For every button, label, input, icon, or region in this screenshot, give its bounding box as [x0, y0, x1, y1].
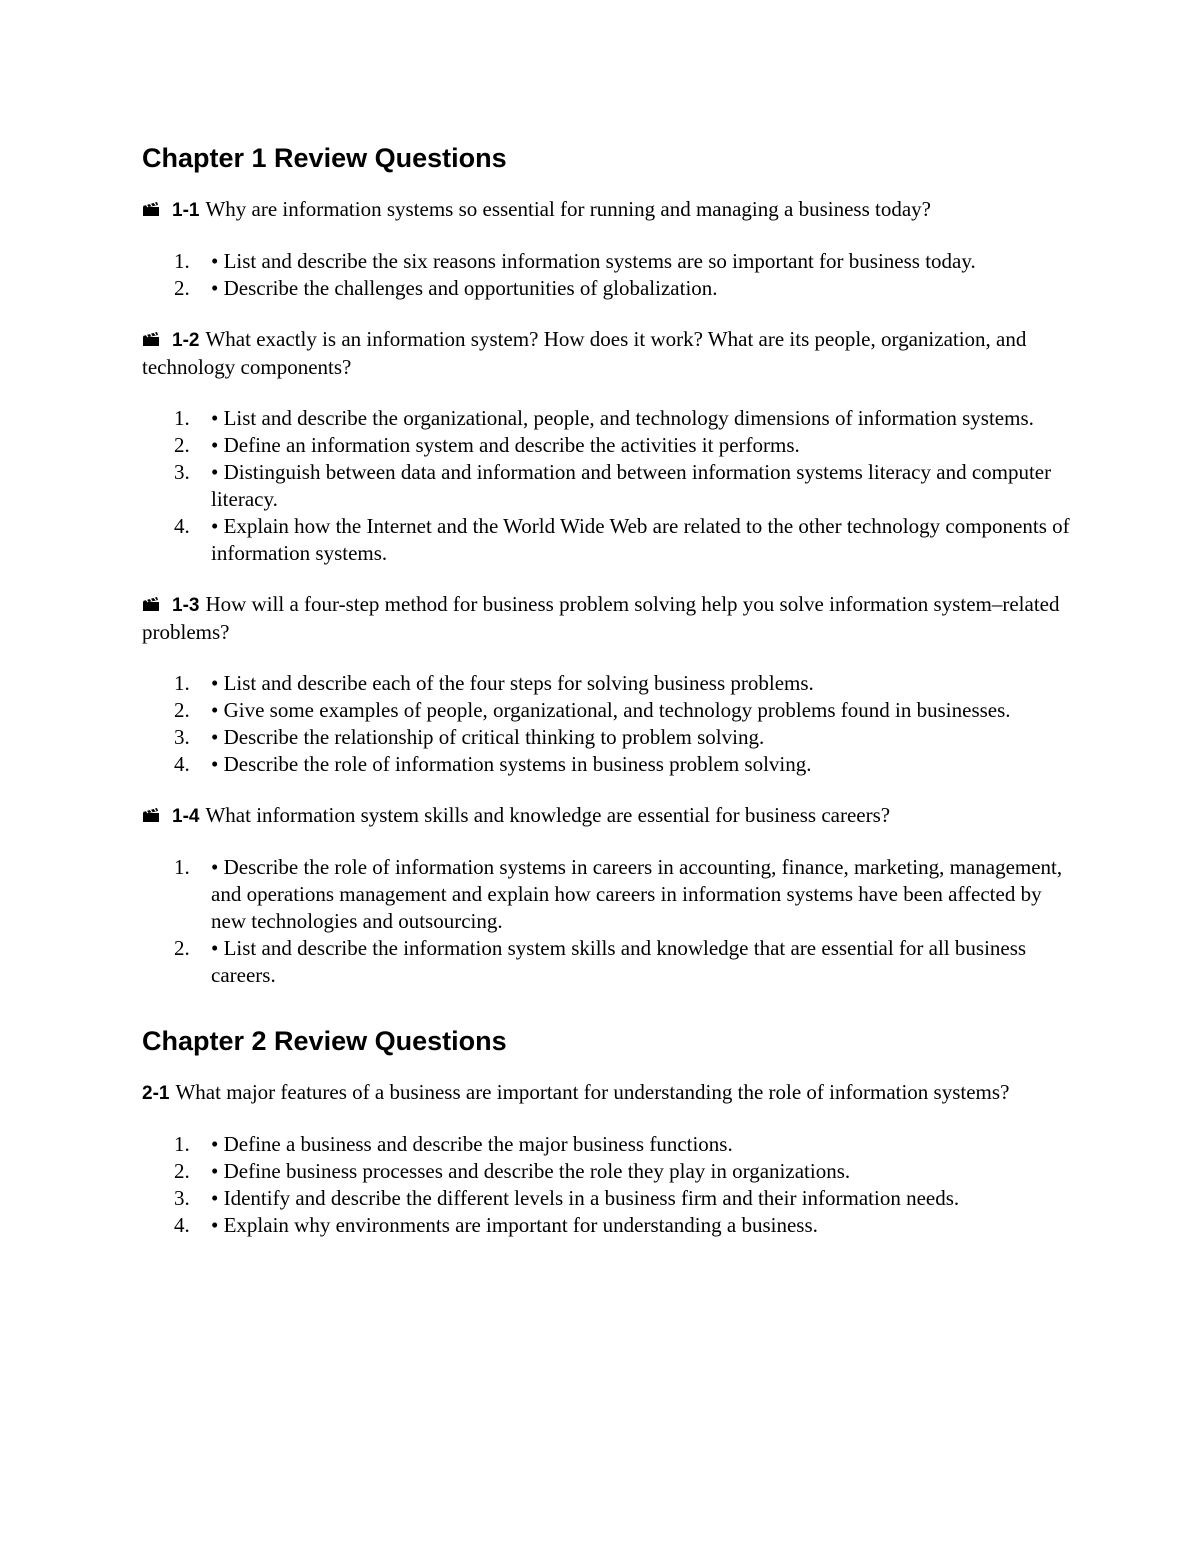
- question-number: 1-4: [172, 806, 200, 827]
- list-item: 4. • Explain why environments are important for understanding a business.: [174, 1213, 818, 1237]
- clapperboard-icon: [142, 807, 160, 823]
- sub-question-list: [142, 405, 1072, 567]
- question-text: How will a four-step method for business problem solving help you solve information system–related problems?: [142, 592, 1060, 644]
- sub-question-list: [142, 248, 1072, 302]
- chapter-2-title: Chapter 2 Review Questions: [142, 1026, 507, 1056]
- clapperboard-icon: [142, 201, 160, 217]
- question-number: 2-1: [142, 1083, 170, 1104]
- sub-question-list: [142, 670, 1072, 778]
- list-item: 2. • List and describe the information system skills and knowledge that are essential for all business careers.: [174, 936, 1027, 987]
- question-1-1: [142, 196, 1072, 224]
- question-number: 1-1: [172, 200, 200, 221]
- list-item: 4. • Describe the role of information systems in business problem solving.: [174, 752, 812, 776]
- question-text: Why are information systems so essential for running and managing a business today?: [205, 197, 931, 221]
- chapter-1-title: Chapter 1 Review Questions: [142, 143, 507, 173]
- list-item: 1. • List and describe each of the four steps for solving business problems.: [174, 671, 814, 695]
- question-2-1: [142, 1079, 1072, 1107]
- list-item: 1. • Describe the role of information systems in careers in accounting, finance, marketing, management, and operations management and explain how careers in information systems have been affected by new technologies and outsourcing.: [174, 855, 1063, 933]
- question-text: What information system skills and knowledge are essential for business careers?: [205, 803, 891, 827]
- sub-question-list: [142, 854, 1072, 989]
- question-1-2: [142, 326, 1072, 381]
- list-item: 3. • Distinguish between data and information and between information systems literacy and computer literacy.: [174, 460, 1052, 511]
- question-1-3: [142, 591, 1072, 646]
- list-item: 1. • List and describe the six reasons information systems are so important for business today.: [174, 249, 976, 273]
- list-item: 2. • Define business processes and describe the role they play in organizations.: [174, 1159, 851, 1183]
- question-text: What exactly is an information system? How does it work? What are its people, organization, and technology components?: [142, 327, 1027, 379]
- list-item: 2. • Define an information system and describe the activities it performs.: [174, 433, 800, 457]
- clapperboard-icon: [142, 596, 160, 612]
- question-1-4: [142, 802, 1072, 830]
- document-content: [142, 140, 1072, 1263]
- list-item: 1. • List and describe the organizational, people, and technology dimensions of information systems.: [174, 406, 1034, 430]
- question-text: What major features of a business are important for understanding the role of information systems?: [175, 1080, 1010, 1104]
- list-item: 4. • Explain how the Internet and the World Wide Web are related to the other technology components of information systems.: [174, 514, 1070, 565]
- list-item: 1. • Define a business and describe the major business functions.: [174, 1132, 733, 1156]
- list-item: 3. • Describe the relationship of critical thinking to problem solving.: [174, 725, 765, 749]
- question-number: 1-3: [172, 595, 200, 616]
- question-number: 1-2: [172, 330, 200, 351]
- list-item: 2. • Give some examples of people, organizational, and technology problems found in businesses.: [174, 698, 1011, 722]
- sub-question-list: [142, 1131, 1072, 1239]
- list-item: 2. • Describe the challenges and opportunities of globalization.: [174, 276, 718, 300]
- list-item: 3. • Identify and describe the different levels in a business firm and their information needs.: [174, 1186, 960, 1210]
- clapperboard-icon: [142, 331, 160, 347]
